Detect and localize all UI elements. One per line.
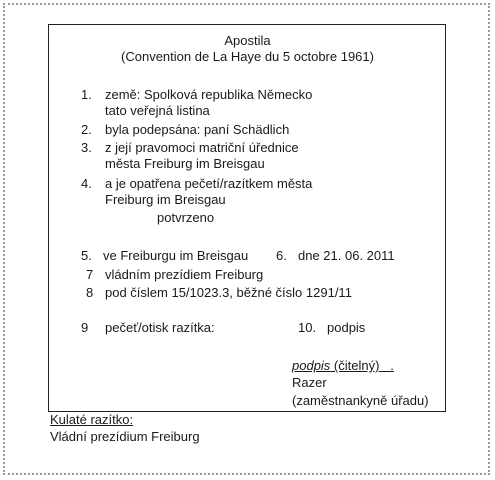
stamp-text: Vládní prezídium Freiburg	[50, 429, 200, 444]
apostille-box	[48, 24, 446, 412]
field-7-number: 7	[86, 267, 94, 282]
document-subtitle: (Convention de La Haye du 5 octobre 1961)	[121, 49, 374, 64]
field-6-date: dne 21. 06. 2011	[298, 248, 395, 263]
field-4-city: Freiburg im Breisgau	[105, 192, 226, 207]
field-1-country: země: Spolková republika Německo	[105, 87, 313, 102]
field-2-signed-by: byla podepsána: paní Schädlich	[105, 122, 290, 137]
signature-label-rest: (čitelný)	[330, 358, 380, 373]
field-7-authority: vládním prezídiem Freiburg	[105, 267, 264, 282]
stamp-heading: Kulaté razítko:	[50, 412, 134, 427]
field-8-reference: pod číslem 15/1023.3, běžné číslo 1291/11	[105, 285, 352, 300]
document-title: Apostila	[224, 33, 271, 48]
field-5-number: 5.	[81, 248, 92, 263]
field-5-place: ve Freiburgu im Breisgau	[103, 248, 249, 263]
field-9-seal: pečeť/otisk razítka:	[105, 320, 215, 335]
field-4-number: 4.	[81, 176, 92, 191]
field-10-number: 10.	[298, 320, 317, 335]
field-10-signature: podpis	[327, 320, 366, 335]
certified-label: potvrzeno	[157, 210, 215, 225]
signature-label	[292, 358, 394, 374]
field-8-number: 8	[86, 285, 94, 300]
field-1-number: 1.	[81, 87, 92, 102]
field-2-number: 2.	[81, 122, 92, 137]
field-3-number: 3.	[81, 140, 92, 155]
field-4-seal: a je opatřena pečetí/razítkem města	[105, 176, 313, 191]
field-1-document: tato veřejná listina	[105, 103, 210, 118]
signature-label-dot: .	[379, 358, 394, 373]
signature-name: Razer	[292, 375, 327, 390]
field-6-number: 6.	[276, 248, 287, 263]
field-9-number: 9	[81, 320, 89, 335]
field-3-authority: města Freiburg im Breisgau	[105, 156, 265, 171]
signature-role: (zaměstnankyně úřadu)	[292, 393, 429, 408]
signature-label-italic: podpis	[292, 358, 331, 373]
field-3-capacity: z její pravomoci matriční úřednice	[105, 140, 299, 155]
